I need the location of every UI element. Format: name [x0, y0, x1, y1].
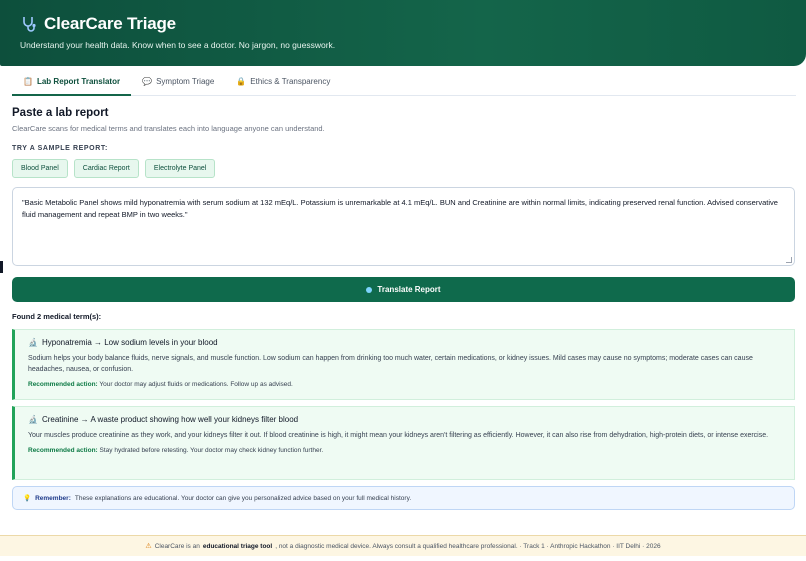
app-header: [0, 0, 806, 66]
term-description: Sodium helps your body balance fluids, nerve signals, and muscle function. Low sodium can happen from drinking too much water, certain medications, or kidney issues. Mild cases may cause no symptoms; moderate cases can cause headaches, nausea, or confusion.: [28, 355, 753, 373]
term-title: Hyponatremia → Low sodium levels in your blood: [41, 338, 218, 347]
lab-report-text: "Basic Metabolic Panel shows mild hyponatremia with serum sodium at 132 mEq/L. Potassium is unremarkable at 4.1 mEq/L. BUN and Creatinine are within normal limits, indicating preserved renal function. Advised conservative fluid management and repeat BMP in two weeks.": [22, 198, 778, 219]
tab-lab-report-translator[interactable]: [12, 70, 131, 96]
sample-report-label: TRY A SAMPLE REPORT:: [12, 145, 108, 152]
term-recommendation: [28, 381, 782, 388]
sparkle-icon: [366, 287, 372, 293]
translate-report-label: Translate Report: [377, 285, 441, 294]
tab-label: Symptom Triage: [156, 77, 215, 86]
resize-handle-icon[interactable]: [786, 257, 792, 263]
footer-prefix: ClearCare is an: [154, 542, 200, 550]
disclaimer-footer: [0, 535, 806, 556]
remember-text: These explanations are educational. Your doctor can give you personalized advice based on your full medical history.: [74, 494, 412, 502]
lightbulb-icon: 💡: [23, 495, 32, 502]
lock-icon: 🔒: [236, 77, 247, 86]
lab-report-input[interactable]: [12, 187, 795, 266]
tab-bar: [12, 70, 796, 96]
sample-blood-panel-button[interactable]: Blood Panel: [12, 159, 68, 178]
window-edge-marker: [0, 261, 3, 273]
tab-label: Ethics & Transparency: [250, 77, 331, 86]
footer-suffix: , not a diagnostic medical device. Always consult a qualified healthcare professional. · Track 1 · Anthropic Hackathon · IIT Delhi · 2026: [275, 542, 661, 550]
tab-label: Lab Report Translator: [36, 77, 121, 86]
results-count: Found 2 medical term(s):: [12, 312, 102, 321]
remember-label: Remember:: [35, 494, 71, 502]
recommended-action-label: Recommended action:: [28, 381, 98, 388]
app-tagline: Understand your health data. Know when to see a doctor. No jargon, no guesswork.: [20, 40, 336, 50]
sample-electrolyte-panel-button[interactable]: Electrolyte Panel: [145, 159, 216, 178]
app-title: ClearCare Triage: [44, 14, 176, 33]
footer-bold: educational triage tool: [202, 542, 273, 550]
page-title: Paste a lab report: [12, 107, 109, 119]
remember-notice: [12, 486, 795, 510]
term-recommendation: [28, 447, 782, 454]
term-heading: [28, 338, 782, 347]
page-subtitle: ClearCare scans for medical terms and translates each into language anyone can understand.: [12, 124, 325, 133]
term-card: [12, 406, 795, 480]
sample-cardiac-report-button[interactable]: Cardiac Report: [74, 159, 139, 178]
clipboard-icon: 📋: [23, 77, 33, 86]
term-card: [12, 329, 795, 400]
brand: [20, 14, 806, 34]
tab-symptom-triage[interactable]: [131, 70, 225, 96]
sample-report-buttons: [12, 159, 215, 178]
translate-report-button[interactable]: [12, 277, 795, 302]
microscope-icon: 🔬: [28, 415, 38, 424]
tab-ethics-transparency[interactable]: [225, 70, 341, 96]
term-heading: [28, 415, 782, 424]
stethoscope-icon: [20, 15, 38, 33]
term-description: Your muscles produce creatinine as they work, and your kidneys filter it out. If blood creatinine is high, it might mean your kidneys aren't filtering as efficiently. However, it can also rise from dehydration, high-protein diets, or intense exercise.: [28, 432, 769, 439]
chat-icon: 💬: [142, 77, 153, 86]
recommended-action-text: Your doctor may adjust fluids or medications. Follow up as advised.: [99, 381, 293, 388]
recommended-action-label: Recommended action:: [28, 447, 98, 454]
warning-icon: ⚠: [145, 543, 152, 550]
microscope-icon: 🔬: [28, 338, 38, 347]
recommended-action-text: Stay hydrated before retesting. Your doctor may check kidney function further.: [99, 447, 324, 454]
term-title: Creatinine → A waste product showing how well your kidneys filter blood: [41, 415, 299, 424]
